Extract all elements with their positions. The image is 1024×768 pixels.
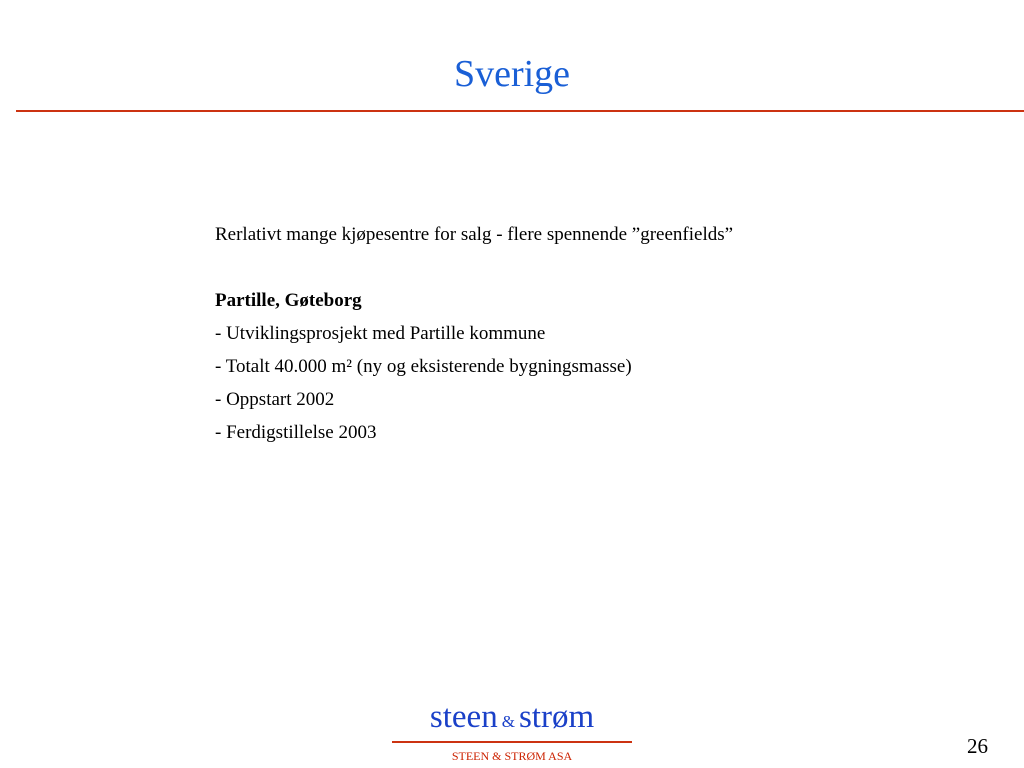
project-heading: Partille, Gøteborg [215, 290, 362, 311]
logo-word-strom: strøm [518, 699, 595, 735]
spacer [215, 251, 975, 284]
logo-divider [392, 741, 632, 743]
slide-title: Sverige [453, 53, 571, 95]
bullet-item: - Oppstart 2002 [215, 389, 335, 410]
company-name: STEEN & STRØM ASA [451, 749, 573, 763]
bullet-item: - Totalt 40.000 m² (ny og eksisterende bygningsmasse) [215, 356, 632, 377]
bullet-item: - Utviklingsprosjekt med Partille kommune [215, 323, 546, 344]
logo-ampersand: & [501, 712, 515, 731]
page-number: 26 [967, 734, 988, 758]
title-divider [16, 110, 1024, 112]
logo-word-steen: steen [429, 699, 498, 735]
company-logo [392, 697, 632, 742]
intro-text: Rerlativt mange kjøpesentre for salg - flere spennende ”greenfields” [215, 224, 734, 245]
slide-content [215, 218, 975, 449]
bullet-item: - Ferdigstillelse 2003 [215, 422, 377, 443]
